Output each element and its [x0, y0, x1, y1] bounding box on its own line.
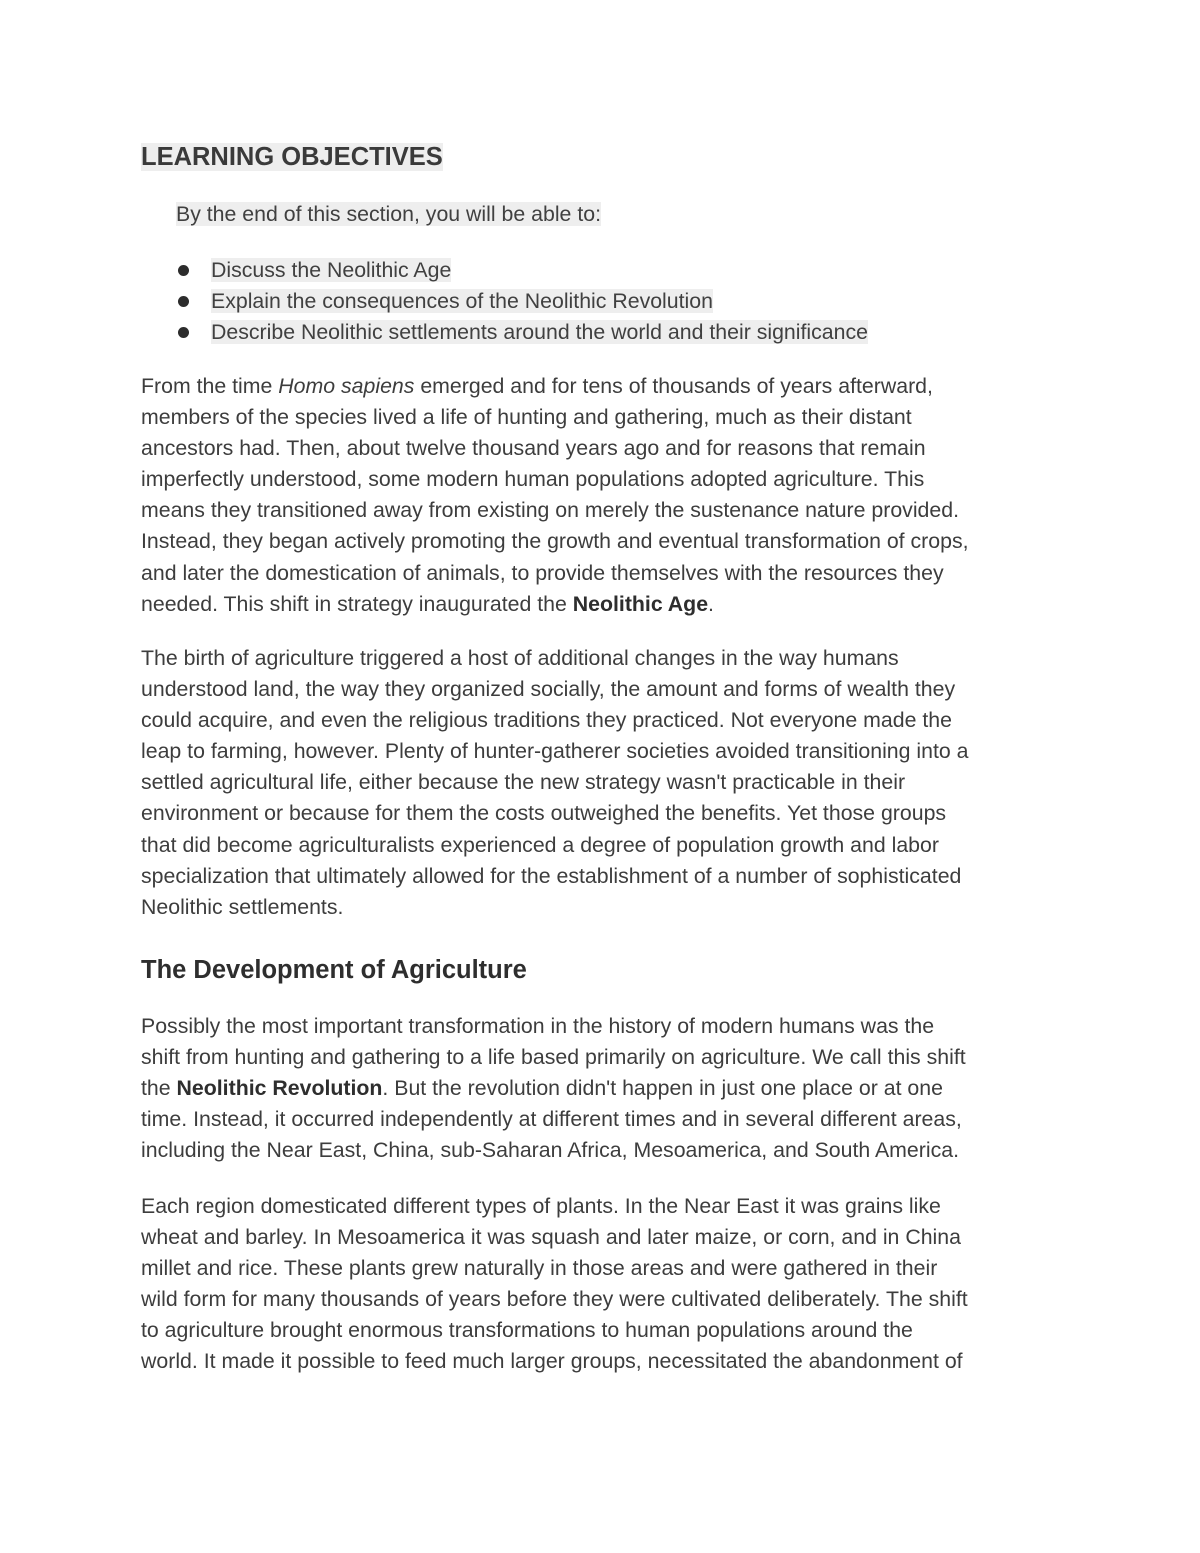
paragraph-line: that did become agriculturalists experienced a degree of population growth and labor — [141, 832, 939, 857]
learning-objective-item — [176, 286, 868, 317]
bullet-icon — [178, 265, 189, 276]
paragraph-domesticated-plants — [141, 1191, 1071, 1378]
paragraph-text: emerged and for tens of thousands of years afterward, — [414, 374, 933, 398]
bold-term: Neolithic Age — [572, 591, 709, 616]
paragraph-line: environment or because for them the costs outweighed the benefits. Yet those groups — [141, 801, 947, 826]
paragraph-line: Instead, they began actively promoting the growth and eventual transformation of crops, — [141, 529, 969, 554]
learning-objectives-heading-text: LEARNING OBJECTIVES — [141, 143, 443, 171]
paragraph-line — [141, 371, 1071, 402]
bullet-icon — [178, 296, 189, 307]
italic-term: Homo sapiens — [278, 374, 415, 398]
paragraph-text: . But the revolution didn't happen in just one place or at one — [382, 1076, 943, 1101]
paragraph-line: to agriculture brought enormous transformations to human populations around the — [141, 1318, 913, 1343]
paragraph-text: the — [141, 1076, 177, 1101]
paragraph-line: Neolithic settlements. — [141, 894, 344, 919]
paragraph-line: means they transitioned away from existing on merely the sustenance nature provided. — [141, 498, 960, 523]
paragraph-line: settled agricultural life, either because the new strategy wasn't practicable in their — [141, 770, 906, 795]
section-heading: The Development of Agriculture — [141, 956, 527, 984]
learning-objectives-heading — [141, 139, 443, 175]
paragraph-text: needed. This shift in strategy inaugurated the — [141, 591, 573, 616]
paragraph-text: . — [708, 591, 714, 616]
paragraph-line: Possibly the most important transformation in the history of modern humans was the — [141, 1014, 935, 1038]
paragraph-line: could acquire, and even the religious traditions they practiced. Not everyone made the — [141, 708, 952, 733]
bold-term: Neolithic Revolution — [176, 1076, 383, 1101]
paragraph-birth-of-agriculture — [141, 643, 1071, 923]
learning-objectives-intro-text: By the end of this section, you will be able to: — [176, 202, 602, 226]
learning-objectives-list — [176, 255, 868, 348]
paragraph-line — [141, 589, 1071, 620]
paragraph-line: leap to farming, however. Plenty of hunter-gatherer societies avoided transitioning into a — [141, 739, 969, 764]
paragraph-line: imperfectly understood, some modern human populations adopted agriculture. This — [141, 467, 925, 492]
learning-objective-text: Describe Neolithic settlements around the world and their significance — [211, 320, 868, 344]
paragraph-line: understood land, the way they organized socially, the amount and forms of wealth they — [141, 677, 956, 702]
paragraph-line: The birth of agriculture triggered a host of additional changes in the way humans — [141, 646, 899, 670]
paragraph-line: Each region domesticated different types of plants. In the Near East it was grains like — [141, 1194, 941, 1218]
bullet-icon — [178, 327, 189, 338]
paragraph-line: wild form for many thousands of years before they were cultivated deliberately. The shift — [141, 1287, 968, 1312]
paragraph-neolithic-revolution — [141, 1011, 1071, 1166]
paragraph-line: time. Instead, it occurred independently at different times and in several different areas, — [141, 1107, 962, 1132]
paragraph-neolithic-age — [141, 371, 1071, 620]
paragraph-line: specialization that ultimately allowed for the establishment of a number of sophisticated — [141, 863, 962, 888]
paragraph-line — [141, 1073, 1071, 1104]
learning-objective-text: Explain the consequences of the Neolithic Revolution — [211, 289, 713, 313]
learning-objective-item — [176, 255, 868, 286]
paragraph-text: From the time — [141, 374, 279, 398]
paragraph-line: including the Near East, China, sub-Saharan Africa, Mesoamerica, and South America. — [141, 1138, 959, 1163]
paragraph-line: millet and rice. These plants grew naturally in those areas and were gathered in their — [141, 1256, 938, 1281]
paragraph-line: and later the domestication of animals, to provide themselves with the resources they — [141, 560, 944, 585]
paragraph-line: world. It made it possible to feed much larger groups, necessitated the abandonment of — [141, 1349, 963, 1374]
learning-objectives-intro — [176, 199, 601, 230]
paragraph-line: shift from hunting and gathering to a life based primarily on agriculture. We call this shift — [141, 1045, 966, 1070]
learning-objective-text: Discuss the Neolithic Age — [211, 258, 452, 282]
paragraph-line: members of the species lived a life of hunting and gathering, much as their distant — [141, 405, 912, 430]
paragraph-line: ancestors had. Then, about twelve thousand years ago and for reasons that remain — [141, 436, 926, 461]
learning-objective-item — [176, 317, 868, 348]
paragraph-line: wheat and barley. In Mesoamerica it was squash and later maize, or corn, and in China — [141, 1225, 961, 1250]
